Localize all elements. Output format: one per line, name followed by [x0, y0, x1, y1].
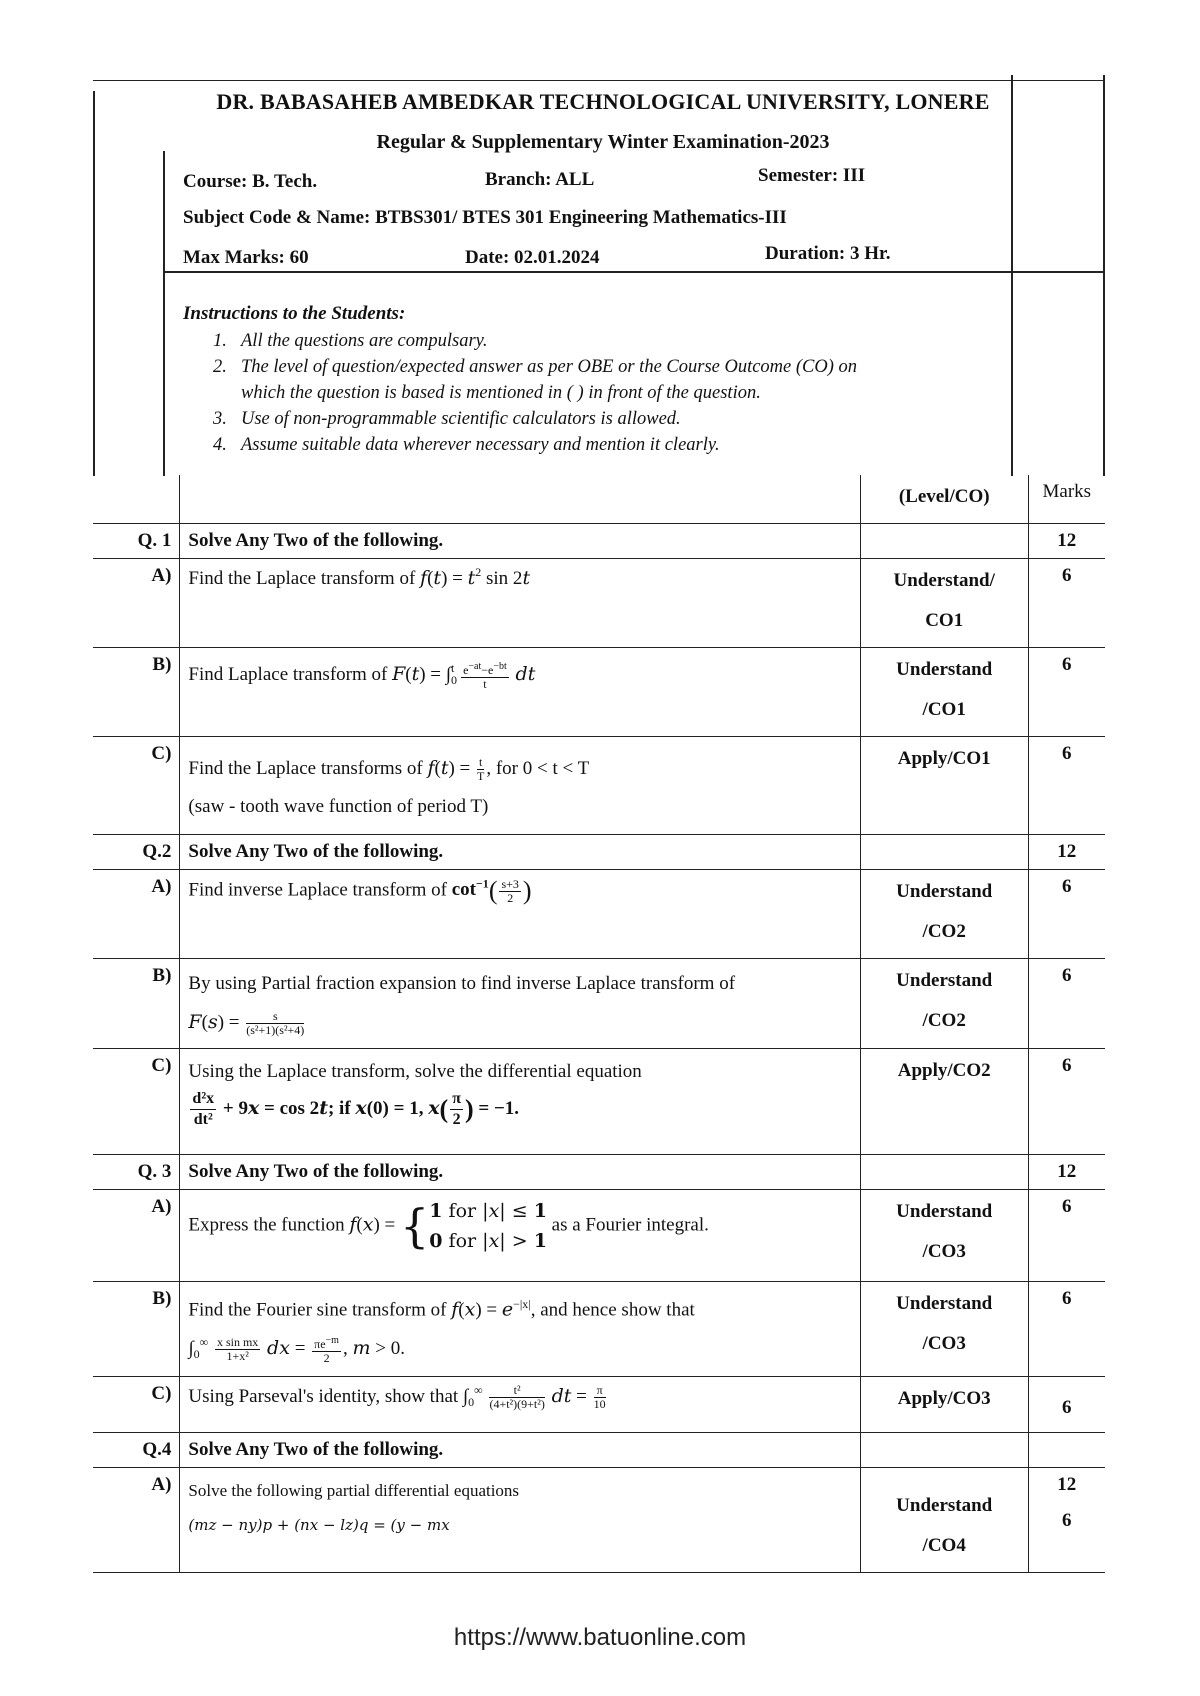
- instruction-continuation: which the question is based is mentioned in ( ) in front of the question.: [241, 383, 761, 403]
- level-co: Understand /CO2: [860, 959, 1028, 1049]
- level-co: Understand /CO1: [860, 648, 1028, 737]
- subquestion-marks: 12 6: [1028, 1468, 1105, 1573]
- subquestion-row: [93, 959, 1105, 1049]
- question-marks: 12: [1028, 1155, 1105, 1190]
- question-row: [93, 835, 1105, 870]
- subquestion-row: [93, 1468, 1105, 1573]
- max-marks: Max Marks: 60: [183, 247, 309, 268]
- instruction-number: 2.: [213, 357, 227, 377]
- subquestion-text: Using Parseval's identity, show that $\int_0^\infty$ $\frac{\text{t²}}{\text{(4+t²)(9+t²)}}$ dt = $\frac{\pi}{10}$: [180, 1377, 860, 1433]
- subquestion-row: [93, 1282, 1105, 1377]
- level-co: Understand /CO4: [860, 1468, 1028, 1573]
- subquestion-marks: 6: [1028, 1190, 1105, 1282]
- header-divider: [163, 271, 1105, 273]
- subquestion-text: Express the function f(x) = {1 for |x| ≤ 1 0 for |x| > 1 as a Fourier integral.: [180, 1190, 860, 1282]
- level-co: Understand /CO3: [860, 1282, 1028, 1377]
- subquestion-label: B): [93, 648, 180, 737]
- subquestion-text: Find Laplace transform of $F(t) = \int_0^t$ $\frac{e^{-at}-e^{-bt}}{t}$ dt: [180, 648, 860, 737]
- border-inner-left: [163, 151, 165, 476]
- instruction-item: [213, 435, 720, 456]
- university-name: DR. BABASAHEB AMBEDKAR TECHNOLOGICAL UNIVERSITY, LONERE: [216, 89, 990, 114]
- question-row: [93, 1433, 1105, 1468]
- question-instruction: Solve Any Two of the following.: [180, 1433, 860, 1468]
- question-marks: 12: [1028, 524, 1105, 559]
- branch: Branch: ALL: [485, 169, 595, 190]
- instruction-text: Assume suitable data wherever necessary and mention it clearly.: [241, 435, 720, 455]
- question-number: Q. 3: [93, 1155, 180, 1190]
- subquestion-label: A): [93, 1468, 180, 1573]
- subquestion-text: Find inverse Laplace transform of $\cot^{-1}$( $\frac{s+3}{2}$ ): [180, 870, 860, 959]
- border-right-inner: [1011, 75, 1013, 476]
- instruction-number: 3.: [213, 409, 227, 429]
- border-right: [1103, 75, 1105, 476]
- subquestion-marks: 6: [1028, 559, 1105, 648]
- subquestion-label: B): [93, 1282, 180, 1377]
- level-co: Understand /CO3: [860, 1190, 1028, 1282]
- instruction-text: The level of question/expected answer as per OBE or the Course Outcome (CO) on: [241, 357, 858, 377]
- border-left: [93, 91, 95, 476]
- question-number: Q. 1: [93, 524, 180, 559]
- subquestion-text: Find the Fourier sine transform of $f(x) = e^{-|x|}$, and hence show that $\int_0^\infty$ $\frac{\text{x sin mx}}{\text{1+x²}}$ dx = $\frac{\pi e^{-m}}{2}$ , m > 0.: [180, 1282, 860, 1377]
- question-row: [93, 1155, 1105, 1190]
- subquestion-label: A): [93, 559, 180, 648]
- exam-paper: [93, 80, 1105, 1615]
- questions-table: [93, 475, 1105, 1573]
- table-header-row: [93, 475, 1105, 524]
- duration: Duration: 3 Hr.: [765, 243, 891, 264]
- subquestion-label: C): [93, 1377, 180, 1433]
- subquestion-label: B): [93, 959, 180, 1049]
- subquestion-text: Using the Laplace transform, solve the differential equation $\frac{\text{d²x}}{\text{dt²}}$ + 9x = cos 2t; if x(0) = 1, x( $\frac{\pi}{2}$ ) = −1.: [180, 1049, 860, 1155]
- instruction-item: [213, 409, 681, 430]
- level-co: Understand/ CO1: [860, 559, 1028, 648]
- instructions-title: Instructions to the Students:: [183, 303, 406, 324]
- question-marks: 12: [1028, 835, 1105, 870]
- subquestion-text: Find the Laplace transforms of f(t) = $\frac{t}{T}$ , for 0 < t < T (saw - tooth wave function of period T): [180, 737, 860, 835]
- subquestion-text: Find the Laplace transform of $f(t) = t^2$ sin 2t: [180, 559, 860, 648]
- question-row: [93, 524, 1105, 559]
- subquestion-marks: 6: [1028, 1377, 1105, 1433]
- question-instruction: Solve Any Two of the following.: [180, 835, 860, 870]
- subquestion-marks: 6: [1028, 1049, 1105, 1155]
- question-number: Q.4: [93, 1433, 180, 1468]
- instruction-text: All the questions are compulsary.: [241, 331, 488, 351]
- subquestion-label: C): [93, 1049, 180, 1155]
- instruction-item: [213, 357, 857, 378]
- subquestion-row: [93, 870, 1105, 959]
- paper-header: [93, 80, 1105, 476]
- exam-title: Regular & Supplementary Winter Examination-2023: [376, 131, 830, 153]
- footer-url: https://www.batuonline.com: [453, 1624, 747, 1651]
- subquestion-row: [93, 737, 1105, 835]
- subquestion-note: (saw - tooth wave function of period T): [188, 796, 489, 817]
- instruction-text: Use of non-programmable scientific calculators is allowed.: [241, 409, 681, 429]
- formula: f: [420, 567, 428, 589]
- semester: Semester: III: [758, 165, 866, 186]
- instruction-number: 4.: [213, 435, 227, 455]
- instruction-item: [213, 331, 487, 352]
- subquestion-label: C): [93, 737, 180, 835]
- subquestion-text: Solve the following partial differential equations (mz − ny)p + (nx − lz)q = (y − mx: [180, 1468, 860, 1573]
- subquestion-marks: 6: [1028, 648, 1105, 737]
- level-co: Understand /CO2: [860, 870, 1028, 959]
- course: Course: B. Tech.: [183, 171, 318, 192]
- subquestion-label: A): [93, 870, 180, 959]
- subquestion-label: A): [93, 1190, 180, 1282]
- subquestion-row: [93, 1049, 1105, 1155]
- level-co: Apply/CO2: [860, 1049, 1028, 1155]
- subquestion-row: [93, 559, 1105, 648]
- subquestion-row: [93, 648, 1105, 737]
- question-instruction: Solve Any Two of the following.: [180, 1155, 860, 1190]
- subquestion-marks: 6: [1028, 1282, 1105, 1377]
- level-co: Apply/CO1: [860, 737, 1028, 835]
- subquestion-marks: 6: [1028, 959, 1105, 1049]
- question-instruction: Solve Any Two of the following.: [180, 524, 860, 559]
- question-number: Q.2: [93, 835, 180, 870]
- subquestion-marks: 6: [1028, 737, 1105, 835]
- marks-header: Marks: [1028, 475, 1105, 524]
- subquestion-row: [93, 1377, 1105, 1433]
- level-co-header: (Level/CO): [860, 475, 1028, 524]
- level-co: Apply/CO3: [860, 1377, 1028, 1433]
- subquestion-marks: 6: [1028, 870, 1105, 959]
- subquestion-row: [93, 1190, 1105, 1282]
- subquestion-text: By using Partial fraction expansion to find inverse Laplace transform of F(s) = $\frac{s}{\text{(s²+1)(s²+4)}}$: [180, 959, 860, 1049]
- formula: F: [392, 662, 406, 685]
- subject: Subject Code & Name: BTBS301/ BTES 301 Engineering Mathematics-III: [183, 207, 787, 228]
- instruction-number: 1.: [213, 331, 227, 351]
- exam-date: Date: 02.01.2024: [465, 247, 600, 268]
